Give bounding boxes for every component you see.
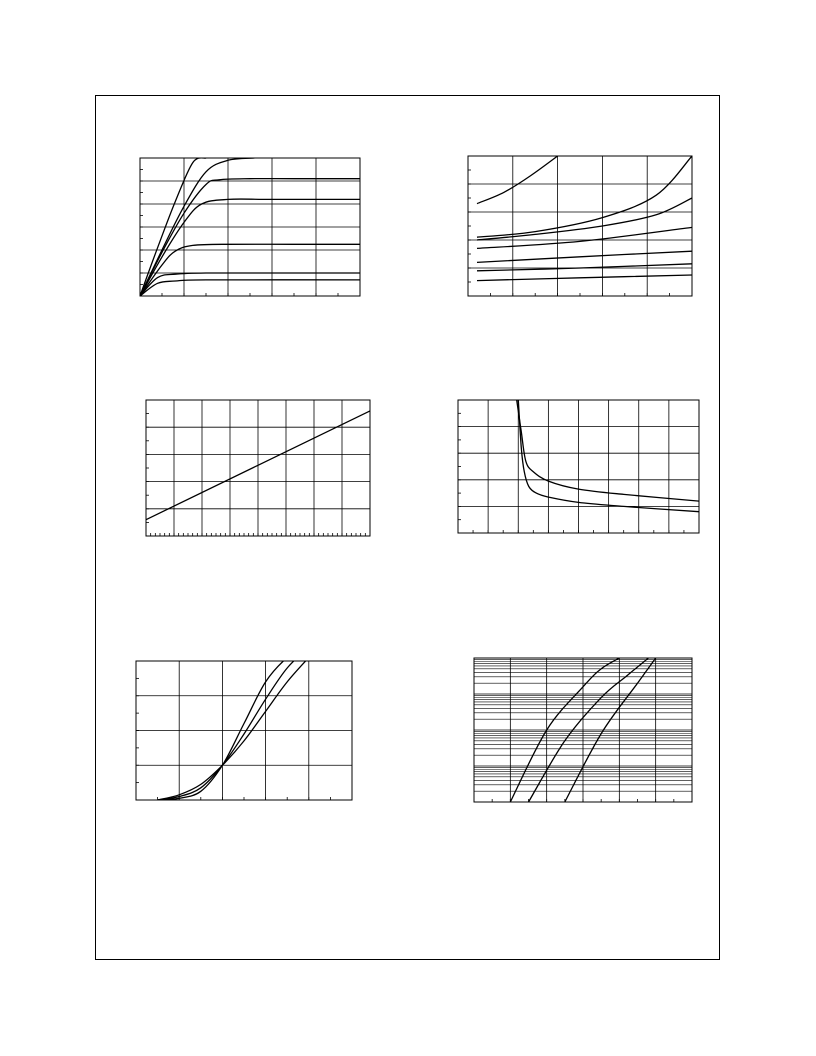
chart-6	[474, 658, 692, 802]
chart-4	[458, 400, 699, 533]
chart-1	[140, 158, 360, 296]
plot-border	[468, 156, 692, 296]
series-line-3	[140, 179, 360, 296]
series-line-4	[477, 227, 692, 248]
chart-2	[468, 156, 692, 296]
series-line-7	[477, 275, 692, 281]
series-line-2	[158, 647, 309, 800]
series-line-5	[477, 251, 692, 262]
series-line-2	[517, 400, 699, 501]
series-line-1	[477, 156, 558, 204]
chart-3	[146, 400, 370, 536]
series-line-3	[477, 198, 692, 240]
series-line-1	[158, 644, 309, 800]
chart-5	[136, 661, 352, 800]
series-line-5	[140, 244, 360, 296]
series-line-2	[477, 156, 692, 237]
series-line-6	[477, 264, 692, 271]
series-line-3	[158, 658, 309, 801]
series-line-6	[140, 273, 360, 296]
